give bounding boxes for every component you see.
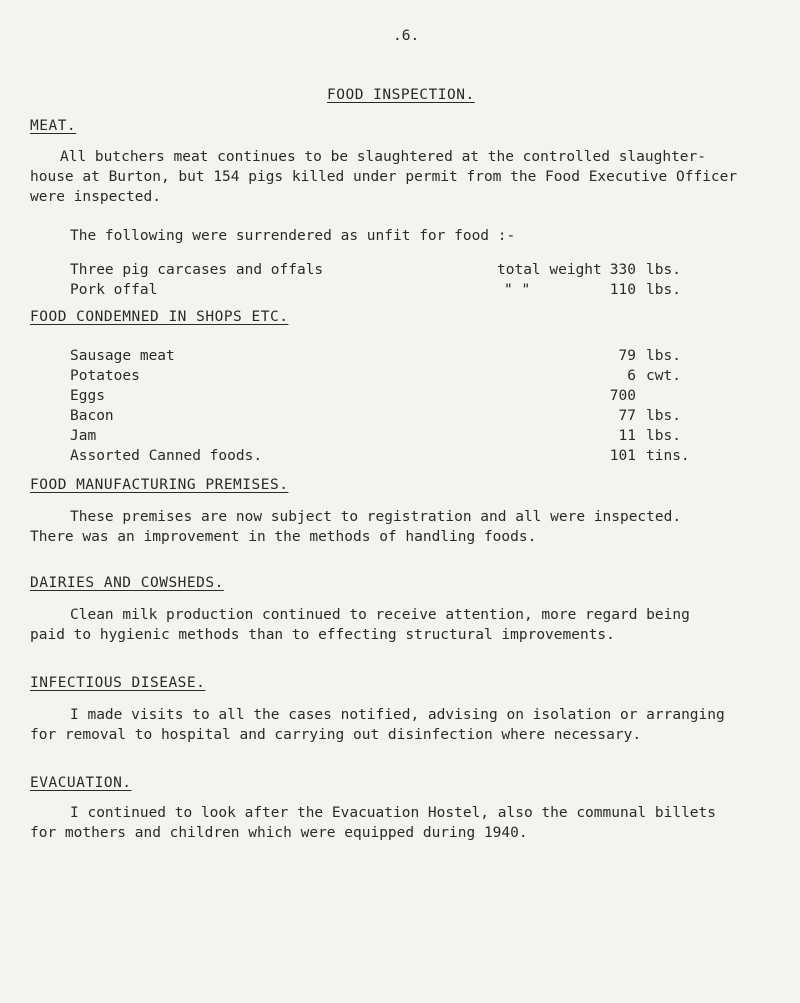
condemned-item-amount: 6 [627,368,636,384]
condemned-item-amount: 700 [609,388,636,404]
surrendered-item-name: Pork offal [70,282,158,298]
surrendered-item-name: Three pig carcases and offals [70,262,324,278]
meat-paragraph-line-1: All butchers meat continues to be slaughtered at the controlled slaughter- [60,149,707,165]
evacuation-line-1: I continued to look after the Evacuation Hostel, also the communal billets [70,805,717,821]
condemned-item-amount: 79 [618,348,636,364]
meat-heading: MEAT. [30,118,77,134]
condemned-item-amount: 11 [618,428,636,444]
infectious-line-2: for removal to hospital and carrying out disinfection where necessary. [30,727,642,743]
page-number: .6. [393,28,420,44]
surrendered-item-unit: lbs. [646,262,681,278]
surrendered-intro: The following were surrendered as unfit for food :- [70,228,516,244]
manufacturing-line-2: There was an improvement in the methods of handling foods. [30,529,537,545]
condemned-item-name: Potatoes [70,368,140,384]
surrendered-item-amount: 110 [609,282,636,298]
infectious-heading: INFECTIOUS DISEASE. [30,675,206,691]
condemned-item-unit: tins. [646,448,690,464]
evacuation-heading: EVACUATION. [30,775,132,791]
condemned-item-name: Bacon [70,408,114,424]
manufacturing-line-1: These premises are now subject to registration and all were inspected. [70,509,682,525]
infectious-line-1: I made visits to all the cases notified, advising on isolation or arranging [70,707,725,723]
condemned-item-amount: 101 [609,448,636,464]
dairies-line-2: paid to hygienic methods than to effecting structural improvements. [30,627,615,643]
surrendered-item-label: " " [504,282,531,298]
condemned-item-amount: 77 [618,408,636,424]
condemned-item-name: Sausage meat [70,348,175,364]
surrendered-item-unit: lbs. [646,282,681,298]
condemned-item-unit: lbs. [646,428,681,444]
meat-paragraph-line-3: were inspected. [30,189,161,205]
condemned-item-name: Eggs [70,388,105,404]
evacuation-line-2: for mothers and children which were equipped during 1940. [30,825,528,841]
condemned-heading: FOOD CONDEMNED IN SHOPS ETC. [30,309,289,325]
condemned-item-name: Jam [70,428,97,444]
condemned-item-unit: lbs. [646,348,681,364]
meat-paragraph-line-2: house at Burton, but 154 pigs killed under permit from the Food Executive Officer [30,169,738,185]
surrendered-item-label: total weight [497,262,602,278]
page-title: FOOD INSPECTION. [327,87,475,103]
surrendered-item-amount: 330 [609,262,636,278]
condemned-item-unit: cwt. [646,368,681,384]
dairies-line-1: Clean milk production continued to receive attention, more regard being [70,607,690,623]
condemned-item-unit: lbs. [646,408,681,424]
dairies-heading: DAIRIES AND COWSHEDS. [30,575,224,591]
manufacturing-heading: FOOD MANUFACTURING PREMISES. [30,477,289,493]
condemned-item-name: Assorted Canned foods. [70,448,263,464]
